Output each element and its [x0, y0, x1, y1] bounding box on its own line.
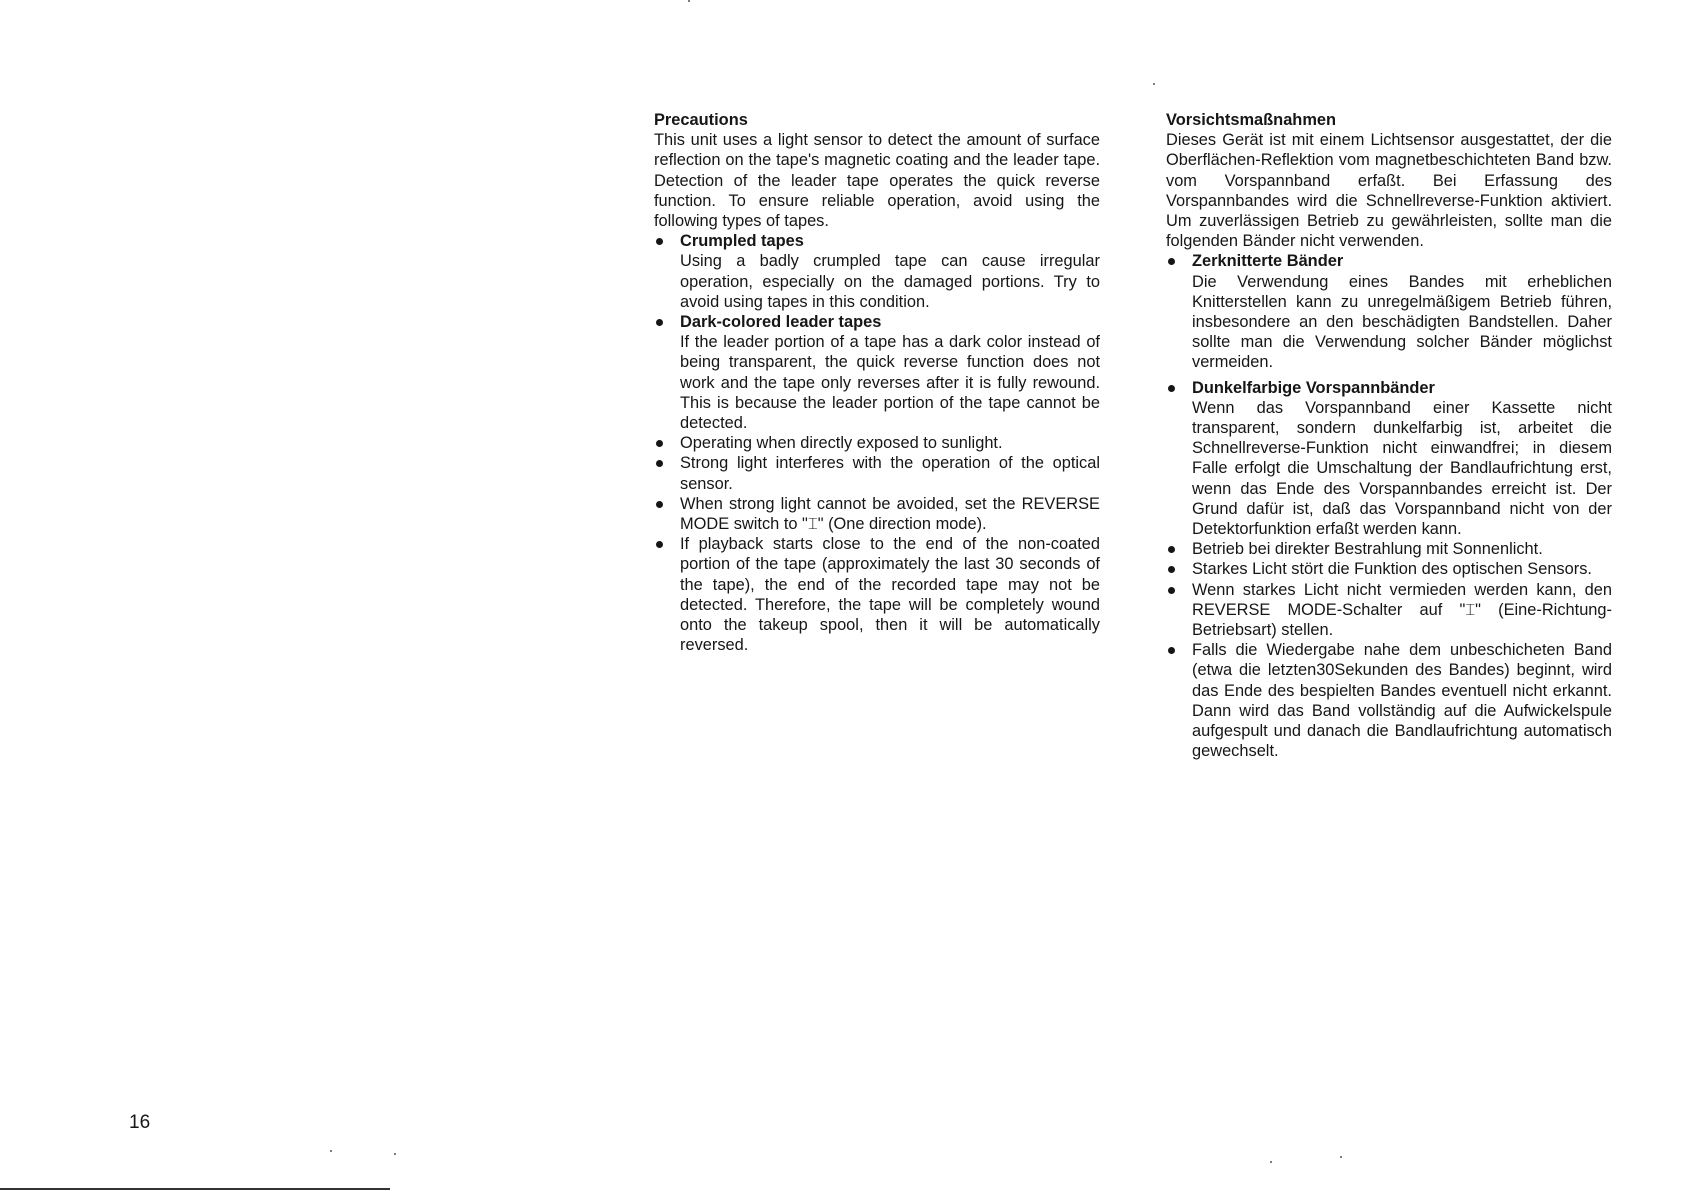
- item-body: Wenn das Vorspannband einer Kassette nicht transparent, sondern dunkelfarbig ist, arbeitet die Schnellreverse-Funktion nicht einwandfrei; in diesem Falle erfolgt die Umschaltung der Bandlaufrichtung erst, wenn das Ende des Vorspannbandes erreicht ist. Der Grund dafür ist, daß das Vorspannband nicht von der Detektorfunktion erfaßt werden kann.: [1192, 398, 1612, 539]
- item-title: Dunkelfarbige Vorspannbänder: [1192, 378, 1435, 397]
- scan-speck: [1340, 1156, 1342, 1158]
- german-precaution-list: [1166, 251, 1612, 761]
- item-body: Using a badly crumpled tape can cause irregular operation, especially on the damaged portions. Try to avoid using tapes in this condition.: [680, 252, 1100, 311]
- scan-speck: [330, 1150, 332, 1152]
- list-item: [654, 231, 1100, 312]
- list-item: [654, 433, 1100, 453]
- item-title: Zerknitterte Bänder: [1192, 252, 1344, 271]
- list-item: [654, 453, 1100, 493]
- item-body: If the leader portion of a tape has a dark color instead of being transparent, the quick reverse function does not work and the tape only reverses after it is fully rewound. This is because the leader portion of the tape cannot be detected.: [680, 333, 1100, 433]
- list-item: [1166, 539, 1612, 559]
- english-intro: This unit uses a light sensor to detect the amount of surface reflection on the tape's magnetic coating and the leader tape. Detection of the leader tape operates the quick reverse function. To ensure reliable operation, avoid using the following types of tapes.: [654, 131, 1100, 231]
- item-body: If playback starts close to the end of the non-coated portion of the tape (approximately the last 30 seconds of the tape), the end of the recorded tape may not be detected. Therefore, the tape will be completely wound onto the takeup spool, then it will be automatically reversed.: [680, 535, 1100, 655]
- item-body: Betrieb bei direkter Bestrahlung mit Sonnenlicht.: [1192, 540, 1543, 559]
- item-body: Strong light interferes with the operation of the optical sensor.: [680, 454, 1100, 493]
- list-item: [1166, 559, 1612, 579]
- english-precaution-list: [654, 231, 1100, 655]
- item-body: Operating when directly exposed to sunlight.: [680, 434, 1003, 453]
- scan-speck: [394, 1153, 396, 1155]
- list-item: [654, 534, 1100, 655]
- item-body: Falls die Wiedergabe nahe dem unbeschicheten Band (etwa die letzten30Sekunden des Bandes) beginnt, wird das Ende des bespielten Bandes eventuell nicht erkannt. Dann wird das Band vollständig auf die Aufwickelspule aufgespult und danach die Bandlaufrichtung automatisch gewechselt.: [1192, 641, 1612, 761]
- item-title: Crumpled tapes: [680, 232, 804, 251]
- scan-speck: [1270, 1161, 1272, 1163]
- scan-edge: [0, 1188, 390, 1190]
- list-item: [1166, 580, 1612, 641]
- list-item: [654, 312, 1100, 433]
- list-item: [1166, 378, 1612, 540]
- german-intro: Dieses Gerät ist mit einem Lichtsensor ausgestattet, der die Oberflächen-Reflektion vom magnetbeschichteten Band bzw. vom Vorspannband erfaßt. Bei Erfassung des Vorspannbandes wird die Schnellreverse-Funktion aktiviert. Um zuverlässigen Betrieb zu gewährleisten, sollte man die folgenden Bänder nicht verwenden.: [1166, 131, 1612, 251]
- item-body: Starkes Licht stört die Funktion des optischen Sensors.: [1192, 560, 1592, 579]
- list-item: [1166, 251, 1612, 372]
- list-item: [654, 494, 1100, 534]
- scan-speck: [1153, 83, 1155, 85]
- scan-speck: [688, 0, 690, 2]
- page-number: 16: [129, 1112, 151, 1133]
- english-column: [654, 110, 1100, 655]
- item-body: Wenn starkes Licht nicht vermieden werden kann, den REVERSE MODE-Schalter auf "⌶" (Eine-Richtung-Betriebsart) stellen.: [1192, 580, 1612, 640]
- german-column: [1166, 110, 1612, 762]
- item-body: Die Verwendung eines Bandes mit erheblichen Knitterstellen kann zu unregelmäßigem Betrieb führen, insbesondere an den beschädigten Bandstellen. Daher sollte man die Verwendung solcher Bänder möglichst vermeiden.: [1192, 272, 1612, 372]
- list-item: [1166, 640, 1612, 761]
- item-title: Dark-colored leader tapes: [680, 313, 882, 332]
- german-heading: Vorsichtsmaßnahmen: [1166, 111, 1337, 129]
- english-heading: Precautions: [654, 111, 748, 129]
- item-body: When strong light cannot be avoided, set the REVERSE MODE switch to "⌶" (One direction mode).: [680, 494, 1100, 534]
